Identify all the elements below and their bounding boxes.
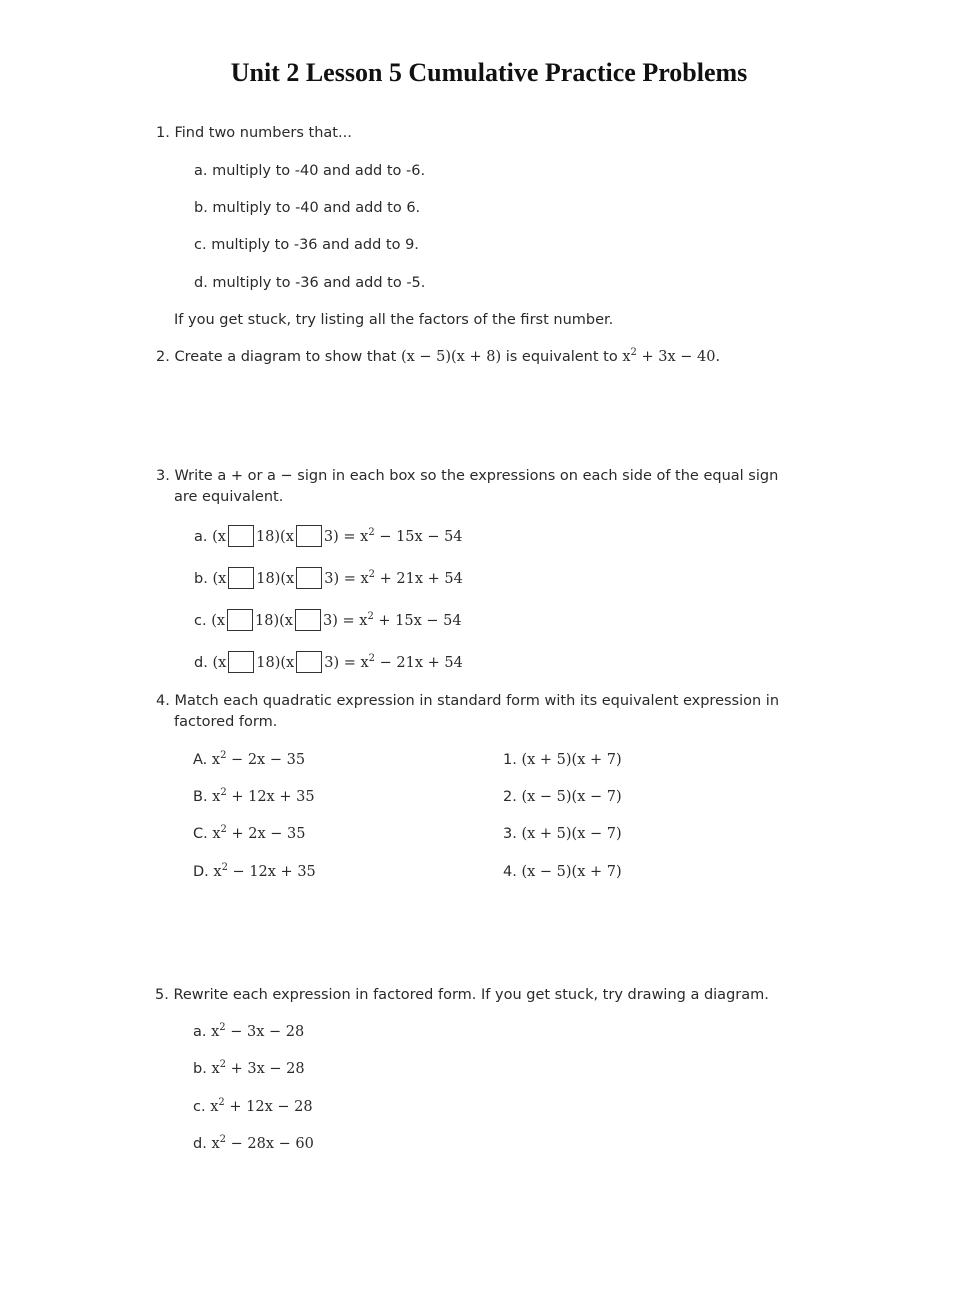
q3-d-sign-box-2[interactable] bbox=[296, 651, 322, 673]
q1-prompt: 1. Find two numbers that... bbox=[156, 125, 352, 141]
q1-item-a: a. multiply to -40 and add to -6. bbox=[194, 163, 426, 179]
q3-item-a: a. (x 18)(x $3) = x^2 - 15x - 54$ bbox=[194, 527, 463, 545]
q5-prompt: 5. Rewrite each expression in factored form. If you get stuck, try drawing a diagram. bbox=[155, 987, 769, 1003]
q4-left-item-b: B. $x^2 + 12x + 35$ bbox=[193, 787, 315, 805]
q3-a-sign-box-1[interactable] bbox=[228, 525, 254, 547]
q5-item-a: a. $x^2 - 3x - 28$ bbox=[193, 1022, 305, 1040]
q3-item-c: c. (x 18)(x $3) = x^2 + 15x - 54$ bbox=[194, 611, 462, 629]
q1-item-d: d. multiply to -36 and add to -5. bbox=[194, 275, 426, 291]
q3-c-sign-box-2[interactable] bbox=[295, 609, 321, 631]
q3-c-sign-box-1[interactable] bbox=[227, 609, 253, 631]
q4-prompt-line1: 4. Match each quadratic expression in standard form with its equivalent expression in bbox=[156, 693, 780, 709]
q4-left-item-c: C. $x^2 + 2x - 35$ bbox=[193, 824, 306, 842]
q3-d-sign-box-1[interactable] bbox=[228, 651, 254, 673]
q1-item-c: c. multiply to -36 and add to 9. bbox=[194, 237, 419, 253]
q3-b-sign-box-2[interactable] bbox=[296, 567, 322, 589]
q3-a-sign-box-2[interactable] bbox=[296, 525, 322, 547]
q2-prompt bbox=[156, 347, 720, 367]
q1-hint: If you get stuck, try listing all the factors of the first number. bbox=[174, 312, 614, 328]
q4-prompt-line2: factored form. bbox=[174, 714, 278, 730]
q3-prompt-line1: 3. Write a + or a − sign in each box so the expressions on each side of the equal sign bbox=[156, 468, 779, 484]
q4-right-item-2: 2. (x − 5)(x − 7) bbox=[503, 789, 622, 805]
q3-b-sign-box-1[interactable] bbox=[228, 567, 254, 589]
q1-item-b: b. multiply to -40 and add to 6. bbox=[194, 200, 421, 216]
q4-left-item-d: D. $x^2 - 12x + 35$ bbox=[193, 862, 316, 880]
q3-item-d: d. (x 18)(x $3) = x^2 - 21x + 54$ bbox=[194, 653, 463, 671]
q5-item-d: d. $x^2 - 28x - 60$ bbox=[193, 1134, 314, 1152]
q2-prefix: 2. Create a diagram to show that bbox=[156, 349, 397, 365]
q5-item-c: c. $x^2 + 12x - 28$ bbox=[193, 1097, 313, 1115]
page-title: Unit 2 Lesson 5 Cumulative Practice Problems bbox=[230, 58, 748, 87]
q3-prompt-line2: are equivalent. bbox=[174, 489, 284, 505]
q2-expr-factored: (x − 5)(x + 8) bbox=[400, 349, 502, 365]
q5-item-b: b. $x^2 + 3x - 28$ bbox=[193, 1059, 305, 1077]
q2-middle: is equivalent to bbox=[505, 349, 618, 365]
q2-expr-standard: $x^2 + 3x - 40$. bbox=[622, 347, 721, 365]
q4-right-item-3: 3. (x + 5)(x − 7) bbox=[503, 826, 622, 842]
q4-right-item-1: 1. (x + 5)(x + 7) bbox=[503, 752, 622, 768]
q4-right-item-4: 4. (x − 5)(x + 7) bbox=[503, 864, 622, 880]
q3-item-b: b. (x 18)(x $3) = x^2 + 21x + 54$ bbox=[194, 569, 463, 587]
q4-left-item-a: A. $x^2 - 2x - 35$ bbox=[193, 750, 306, 768]
